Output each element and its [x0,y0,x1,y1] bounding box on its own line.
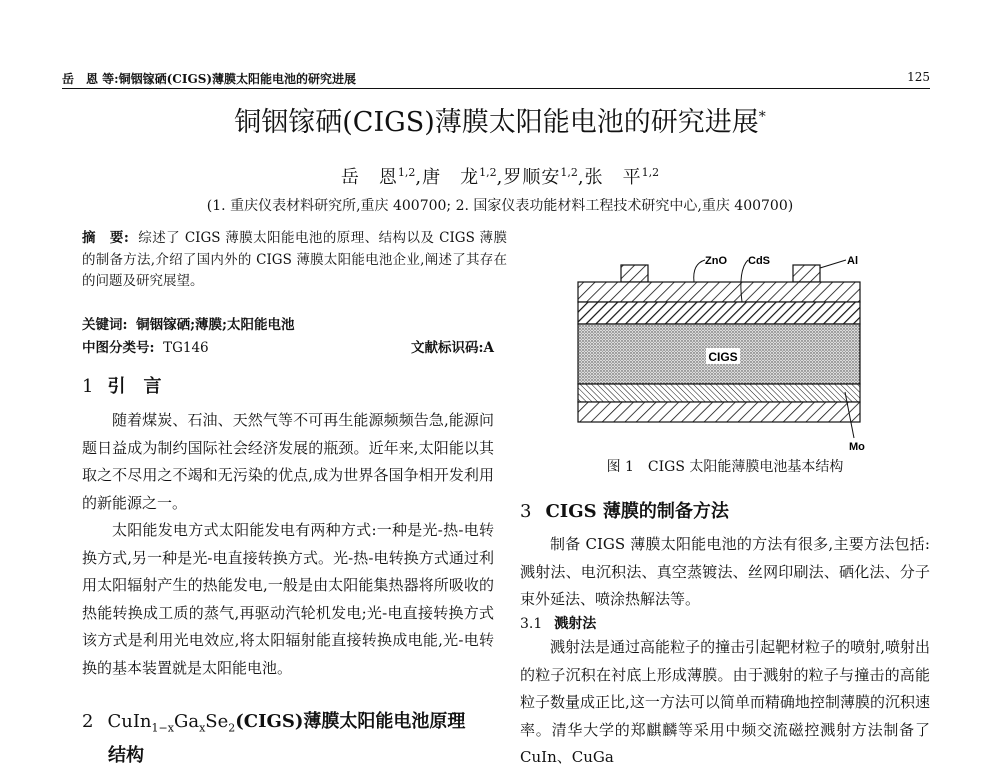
clc-value: TG146 [163,340,209,356]
al-label: Al [847,255,858,267]
body-paragraph: 随着煤炭、石油、天然气等不可再生能源频频告急,能源问题日益成为制约国际社会经济发展的瓶颈。近年来,太阳能以其取之不尽用之不竭和无污染的优点,成为世界各国争相开发利用的新能源之一。 [82,411,494,512]
author-affiliation-mark: 1,2 [397,166,416,179]
paper-title-text: 铜铟镓硒(CIGS)薄膜太阳能电池的研究进展 [234,107,759,138]
figure-caption: 图 1 CIGS 太阳能薄膜电池基本结构 [606,459,844,475]
title-footnote-mark: * [758,109,766,125]
al-leader [820,260,846,268]
section-number: 2 [82,711,94,732]
author-name: 张 平 [584,167,642,188]
header-rule [62,88,930,89]
author-affiliation-mark: 1,2 [560,166,578,179]
section-title: (CIGS)薄膜太阳能电池原理 [235,711,466,732]
mo-layer [578,384,860,402]
author-affiliation-mark: 1,2 [479,166,497,179]
formula-cu-in: CuIn [107,711,152,732]
keywords-label: 关键词: [82,317,128,333]
cds-label: CdS [748,255,770,267]
abstract [82,228,507,293]
author-name: 岳 恩 [340,167,398,188]
contact-pad [621,265,648,282]
author-name: 唐 龙 [422,167,480,188]
section-heading [520,497,729,523]
subsection-heading [520,613,596,633]
body-paragraph: 溅射法是通过高能粒子的撞击引起靶材粒子的喷射,喷射出的粒子沉积在衬底上形成薄膜。由于溅射的粒子与撞击的高能粒子数量成正比,这一方法可以简单而精确地控制薄膜的沉积速率。清华大学的郑麒麟等采用中频交流磁控溅射方法制备了 CuIn、CuGa [520,638,930,766]
cds-layer [578,302,860,324]
zno-layer [578,282,860,302]
abstract-text: 综述了 CIGS 薄膜太阳能电池的原理、结构以及 CIGS 薄膜的制备方法,介绍了国内外的 CIGS 薄膜太阳能电池企业,阐述了其存在的问题及研究展望。 [82,230,507,289]
section-title-line2: 结构 [108,744,144,766]
formula-ga: Ga [173,711,200,732]
section-number: 3 [520,501,532,522]
section-heading [82,372,161,398]
cigs-label: CIGS [708,350,738,364]
paper-title [0,100,1000,139]
keywords [82,313,295,333]
zno-label: ZnO [705,255,727,267]
al-contact-pad [793,265,820,282]
formula-se: Se [205,711,229,732]
abstract-label: 摘 要: [82,230,129,246]
classification-line [82,336,494,356]
section-title: 引 言 [107,376,162,397]
substrate-layer [578,402,860,422]
body-paragraph: 制备 CIGS 薄膜太阳能电池的方法有很多,主要方法包括:溅射法、电沉积法、真空蒸镀法、丝网印刷法、硒化法、分子束外延法、喷涂热解法等。 [520,535,930,608]
page-number: 125 [907,70,930,84]
section-title: CIGS 薄膜的制备方法 [545,501,729,522]
cigs-structure-figure [570,250,870,465]
keywords-text: 铜铟镓硒;薄膜;太阳能电池 [136,317,295,333]
document-code: 文献标识码:A [411,340,494,356]
author-affiliation-mark: 1,2 [641,166,660,179]
author-name: 罗顺安 [503,167,561,188]
zno-leader [694,260,705,282]
formula-subscript: x [199,721,206,735]
clc-label: 中图分类号: [82,340,155,356]
affiliation: (1. 重庆仪表材料研究所,重庆 400700; 2. 国家仪表功能材料工程技术研究中心,重庆 400700) [206,198,794,214]
formula-subscript: 2 [228,721,236,735]
author-list: 岳 恩$^{1,2}$,唐 龙$^{1,2}$,罗顺安$^{1,2}$,张 平$^{1,2}$ [340,166,660,188]
body-paragraph: 太阳能发电方式太阳能发电有两种方式:一种是光-热-电转换方式,另一种是光-电直接转换方式。光-热-电转换方式通过利用太阳辐射产生的热能发电,一般是由太阳能集热器将所吸收的热能转换成工质的蒸气,再驱动汽轮机发电;光-电直接转换方式该方式是利用光电效应,将太阳辐射能直接转换成电能,光-电转换的基本装置就是太阳能电池。 [82,521,494,677]
running-head: 岳 恩 等:铜铟镓硒(CIGS)薄膜太阳能电池的研究进展 [62,72,357,86]
section-number: 1 [82,376,94,397]
mo-label: Mo [849,441,865,453]
subsection-title: 溅射法 [554,616,597,632]
formula-subscript: 1−x [151,721,174,735]
subsection-number: 3.1 [520,616,543,632]
